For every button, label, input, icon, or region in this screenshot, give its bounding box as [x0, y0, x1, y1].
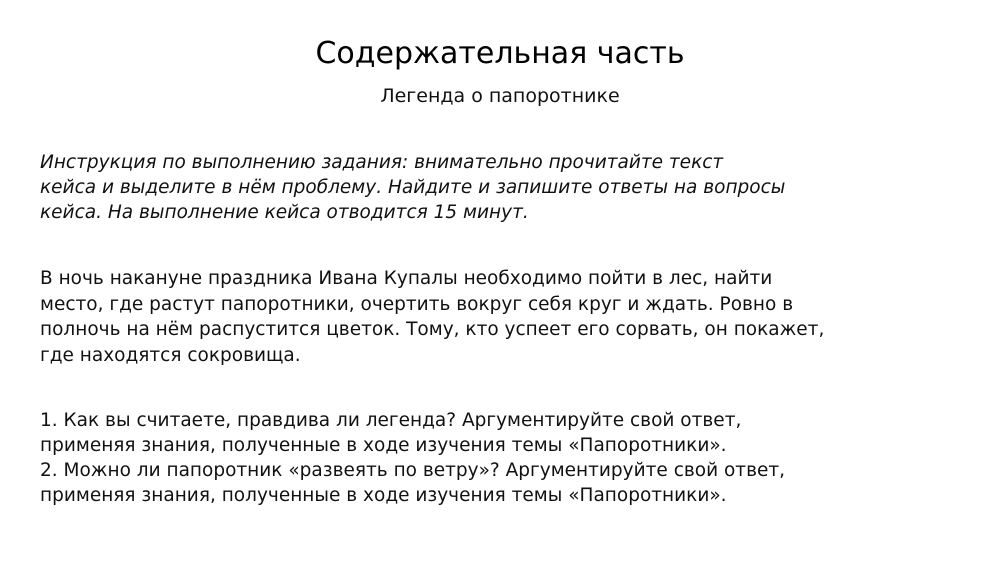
instruction-paragraph — [40, 150, 970, 225]
legend-paragraph — [40, 266, 970, 368]
question-line: применяя знания, полученные в ходе изучения темы «Папоротники». — [40, 485, 727, 506]
slide-subtitle: Легенда о папоротнике — [380, 85, 620, 107]
instruction-line: кейса и выделите в нём проблему. Найдите и запишите ответы на вопросы — [40, 177, 786, 198]
legend-line: место, где растут папоротники, очертить вокруг себя круг и ждать. Ровно в — [40, 293, 794, 315]
legend-line: В ночь накануне праздника Ивана Купалы необходимо пойти в лес, найти — [40, 268, 773, 289]
questions-list — [40, 408, 970, 508]
instruction-line: Инструкция по выполнению задания: внимательно прочитайте текст — [40, 152, 724, 173]
question-line: 1. Как вы считаете, правдива ли легенда? Аргументируйте свой ответ, — [40, 410, 742, 431]
question-line: применяя знания, полученные в ходе изучения темы «Папоротники». — [40, 435, 727, 456]
slide-title: Содержательная часть — [315, 36, 685, 71]
legend-line: где находятся сокровища. — [40, 344, 301, 366]
question-line: 2. Можно ли папоротник «развеять по ветру»? Аргументируйте свой ответ, — [40, 460, 786, 481]
instruction-line: кейса. На выполнение кейса отводится 15 минут. — [40, 202, 529, 223]
legend-line: полночь на нём распустится цветок. Тому, кто успеет его сорвать, он покажет, — [40, 319, 825, 340]
